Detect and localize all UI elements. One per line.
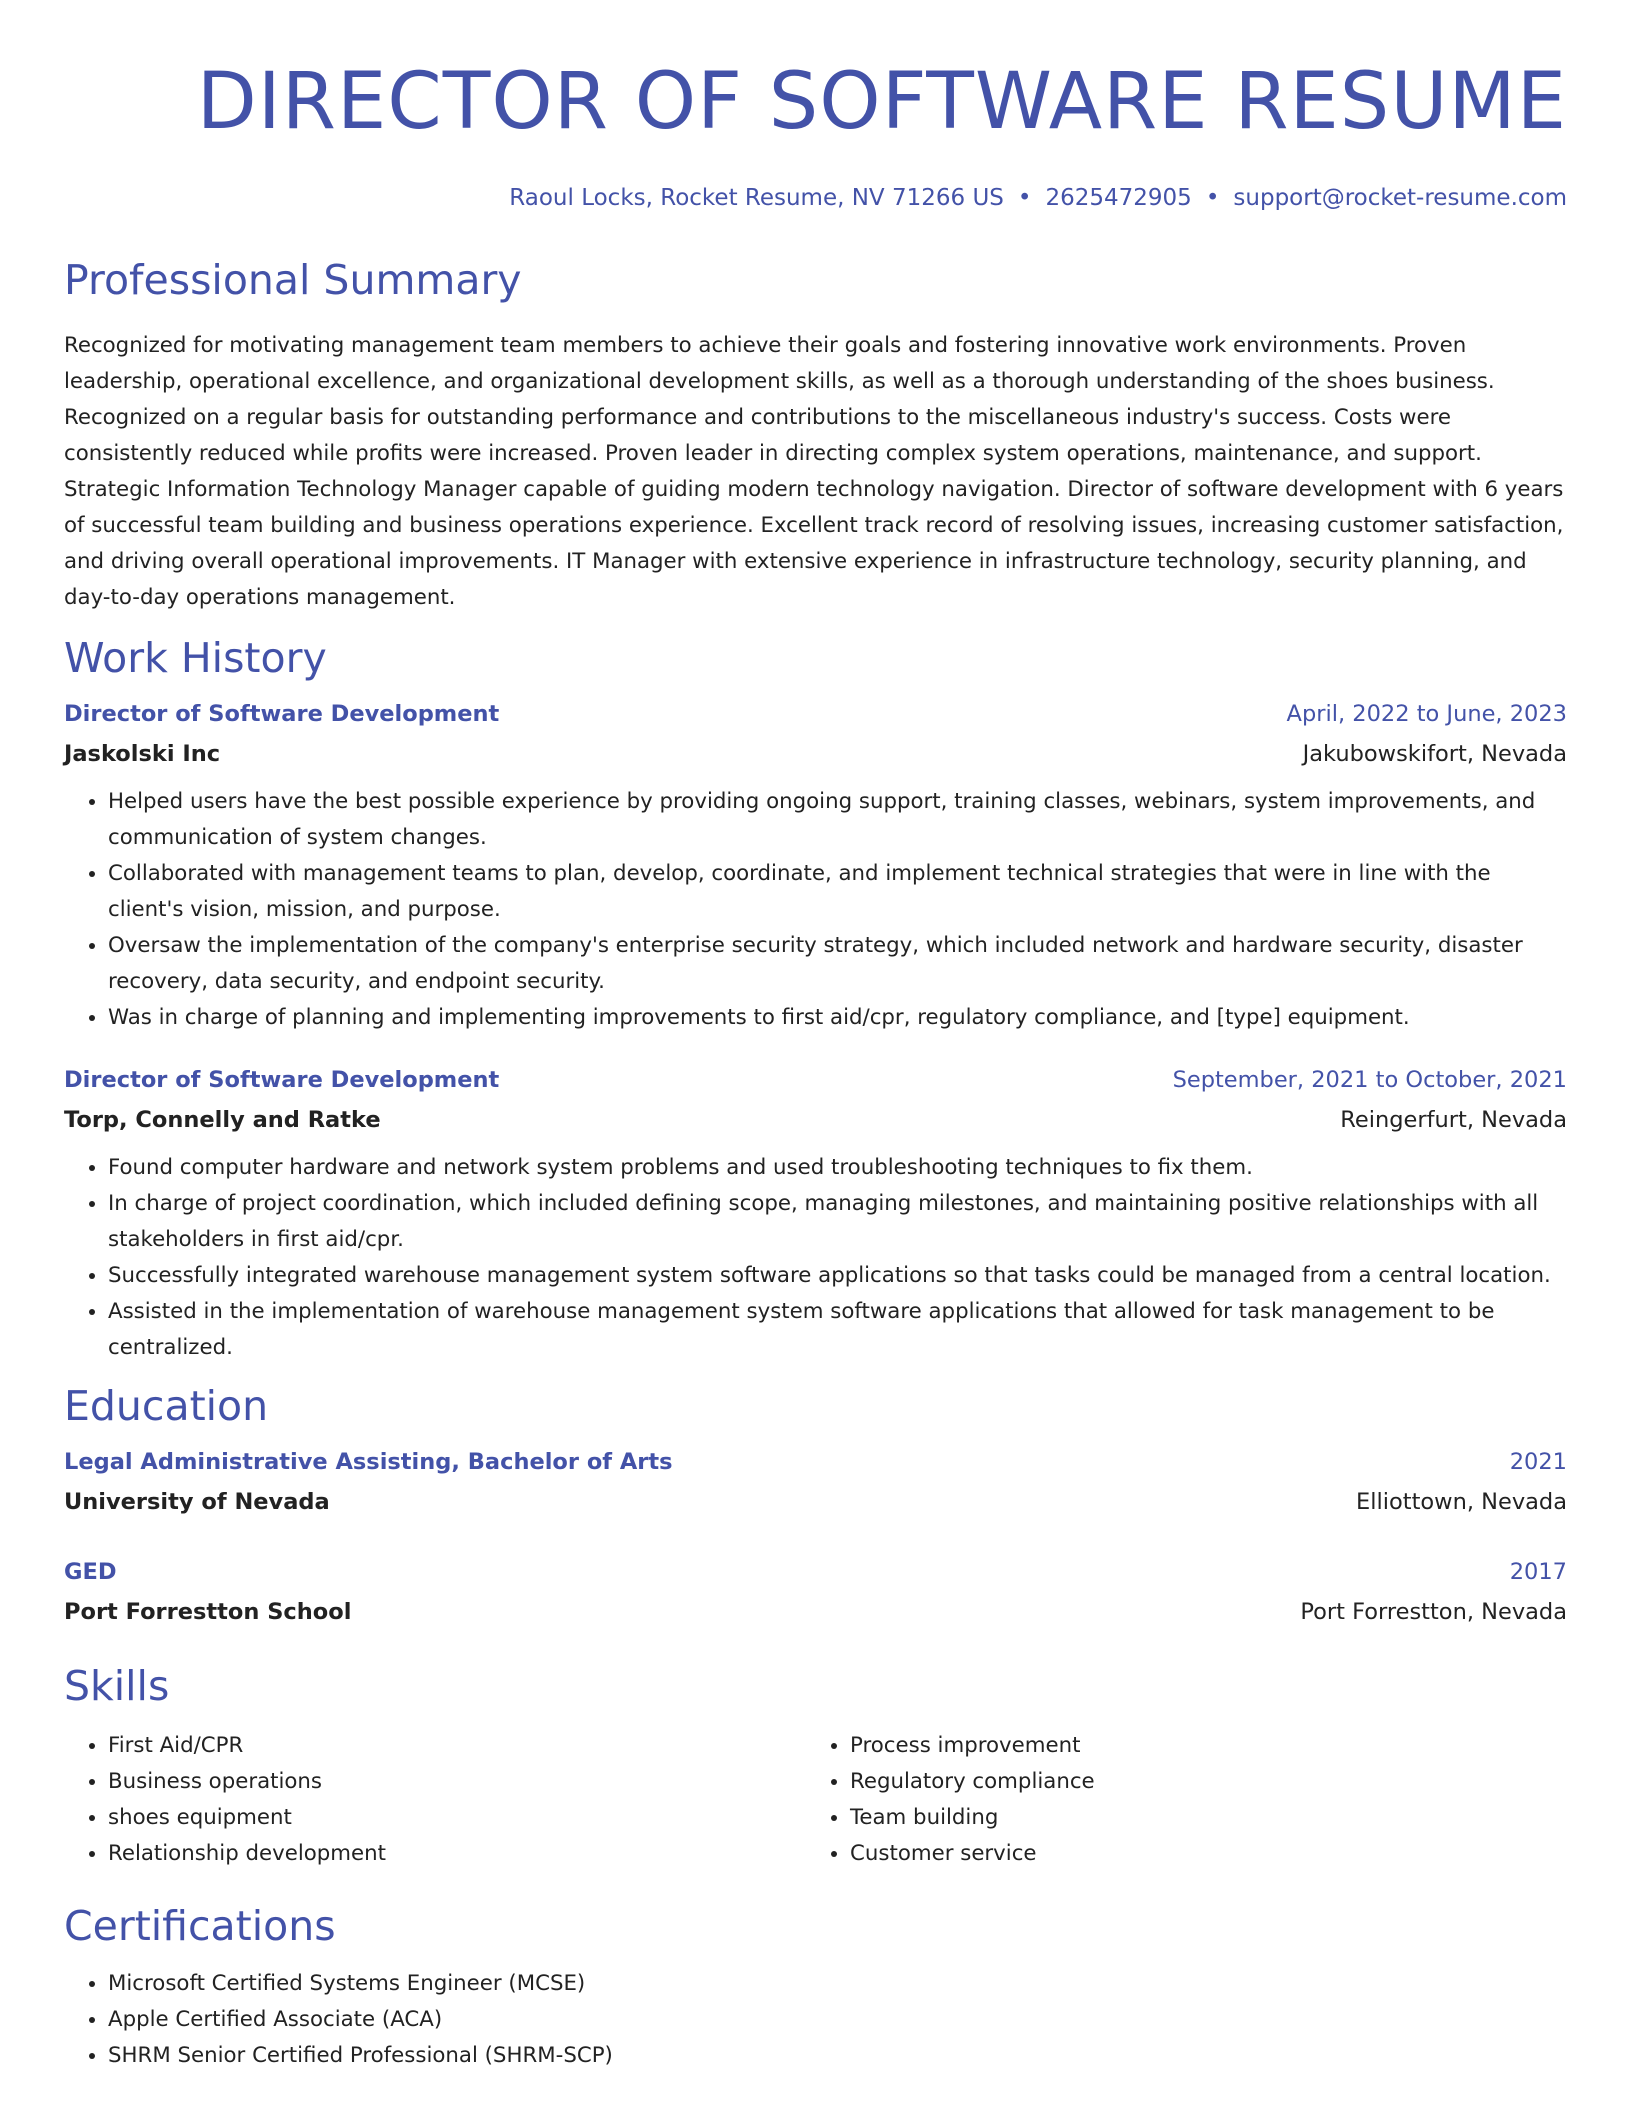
job-location: Jakubowskifort, Nevada <box>1302 741 1567 767</box>
skill-item: • Business operations <box>108 1764 806 1800</box>
job-company: Torp, Connelly and Ratke <box>64 1107 381 1133</box>
summary-section <box>64 252 1567 616</box>
job-bullets <box>64 1150 1567 1366</box>
education-year: 2021 <box>1509 1449 1567 1475</box>
job-company-row <box>64 734 1567 774</box>
skills-grid <box>64 1728 1567 1872</box>
education-header <box>64 1552 1567 1592</box>
skill-item: • Team building <box>850 1800 1548 1836</box>
education-heading: Education <box>64 1382 269 1430</box>
education-entry <box>64 1552 1567 1632</box>
job-bullet: • Assisted in the implementation of warehouse management system software applications that allowed for task management to be centralized. <box>108 1294 1567 1366</box>
job-dates: September, 2021 to October, 2021 <box>1172 1067 1567 1093</box>
education-degree: Legal Administrative Assisting, Bachelor of Arts <box>64 1449 673 1475</box>
job-header <box>64 694 1567 734</box>
skill-item: • Customer service <box>850 1836 1548 1872</box>
certification-item: • Microsoft Certified Systems Engineer (MCSE) <box>108 1966 1567 2002</box>
certifications-list <box>64 1966 1567 2074</box>
resume-title: DIRECTOR OF SOFTWARE RESUME <box>196 57 1567 147</box>
skills-column-right <box>806 1728 1548 1872</box>
certifications-section <box>64 1898 1567 2074</box>
certification-item: • SHRM Senior Certified Professional (SHRM-SCP) <box>108 2038 1567 2074</box>
contact-email[interactable]: support@rocket-resume.com <box>1233 185 1567 211</box>
education-entry <box>64 1442 1567 1522</box>
job-dates: April, 2022 to June, 2023 <box>1286 701 1567 727</box>
skill-item: • Process improvement <box>850 1728 1548 1764</box>
job-bullet: • Successfully integrated warehouse management system software applications so that tasks could be managed from a central location. <box>108 1258 1567 1294</box>
job-location: Reingerfurt, Nevada <box>1340 1107 1567 1133</box>
work-history-section <box>64 630 1567 1366</box>
job-bullets <box>64 784 1567 1036</box>
summary-text: Recognized for motivating management team members to achieve their goals and fostering innovative work environments. Proven leadership, operational excellence, and organizational development skills, as well as a thorough understanding of the shoes business. Recognized on a regular basis for outstanding performance and contributions to the miscellaneous industry's success. Costs were consistently reduced while profits were increased. Proven leader in directing complex system operations, maintenance, and support. Strategic Information Technology Manager capable of guiding modern technology navigation. Director of software development with 6 years of successful team building and business operations experience. Excellent track record of resolving issues, increasing customer satisfaction, and driving overall operational improvements. IT Manager with extensive experience in infrastructure technology, security planning, and day-to-day operations management. <box>64 333 1564 610</box>
job-title: Director of Software Development <box>64 1067 500 1093</box>
education-school: Port Forrestton School <box>64 1599 352 1625</box>
job-bullet: • In charge of project coordination, which included defining scope, managing milestones, and maintaining positive relationships with all stakeholders in first aid/cpr. <box>108 1186 1567 1258</box>
job-entry <box>64 1060 1567 1366</box>
skill-item: • Regulatory compliance <box>850 1764 1548 1800</box>
education-school-row <box>64 1592 1567 1632</box>
education-degree: GED <box>64 1559 117 1585</box>
contact-address: Raoul Locks, Rocket Resume, NV 71266 US <box>509 185 1004 211</box>
contact-phone[interactable]: 2625472905 <box>1045 185 1192 211</box>
job-bullet: • Oversaw the implementation of the company's enterprise security strategy, which included network and hardware security, disaster recovery, data security, and endpoint security. <box>108 928 1567 1000</box>
contact-separator: • <box>1205 185 1220 211</box>
certification-item: • Apple Certified Associate (ACA) <box>108 2002 1567 2038</box>
skill-item: • shoes equipment <box>108 1800 806 1836</box>
job-company-row <box>64 1100 1567 1140</box>
skills-heading: Skills <box>64 1662 170 1710</box>
education-location: Port Forrestton, Nevada <box>1300 1599 1567 1625</box>
skills-column-left <box>64 1728 806 1872</box>
job-title: Director of Software Development <box>64 701 500 727</box>
education-location: Elliottown, Nevada <box>1356 1489 1567 1515</box>
skill-item: • First Aid/CPR <box>108 1728 806 1764</box>
work-history-heading: Work History <box>64 634 327 682</box>
education-school-row <box>64 1482 1567 1522</box>
skill-item: • Relationship development <box>108 1836 806 1872</box>
job-bullet: • Found computer hardware and network system problems and used troubleshooting techniques to fix them. <box>108 1150 1567 1186</box>
job-bullet: • Helped users have the best possible experience by providing ongoing support, training classes, webinars, system improvements, and communication of system changes. <box>108 784 1567 856</box>
job-company: Jaskolski Inc <box>64 741 221 767</box>
summary-heading: Professional Summary <box>64 256 522 304</box>
certifications-heading: Certifications <box>64 1902 336 1950</box>
skills-section <box>64 1658 1567 1872</box>
job-header <box>64 1060 1567 1100</box>
contact-line <box>64 178 1567 218</box>
job-bullet: • Was in charge of planning and implementing improvements to first aid/cpr, regulatory compliance, and [type] equipment. <box>108 1000 1567 1036</box>
job-bullet: • Collaborated with management teams to plan, develop, coordinate, and implement technical strategies that were in line with the client's vision, mission, and purpose. <box>108 856 1567 928</box>
education-section <box>64 1378 1567 1632</box>
job-entry <box>64 694 1567 1036</box>
contact-separator: • <box>1017 185 1032 211</box>
education-school: University of Nevada <box>64 1489 330 1515</box>
education-header <box>64 1442 1567 1482</box>
resume-page <box>64 0 1567 2074</box>
education-year: 2017 <box>1509 1559 1567 1585</box>
